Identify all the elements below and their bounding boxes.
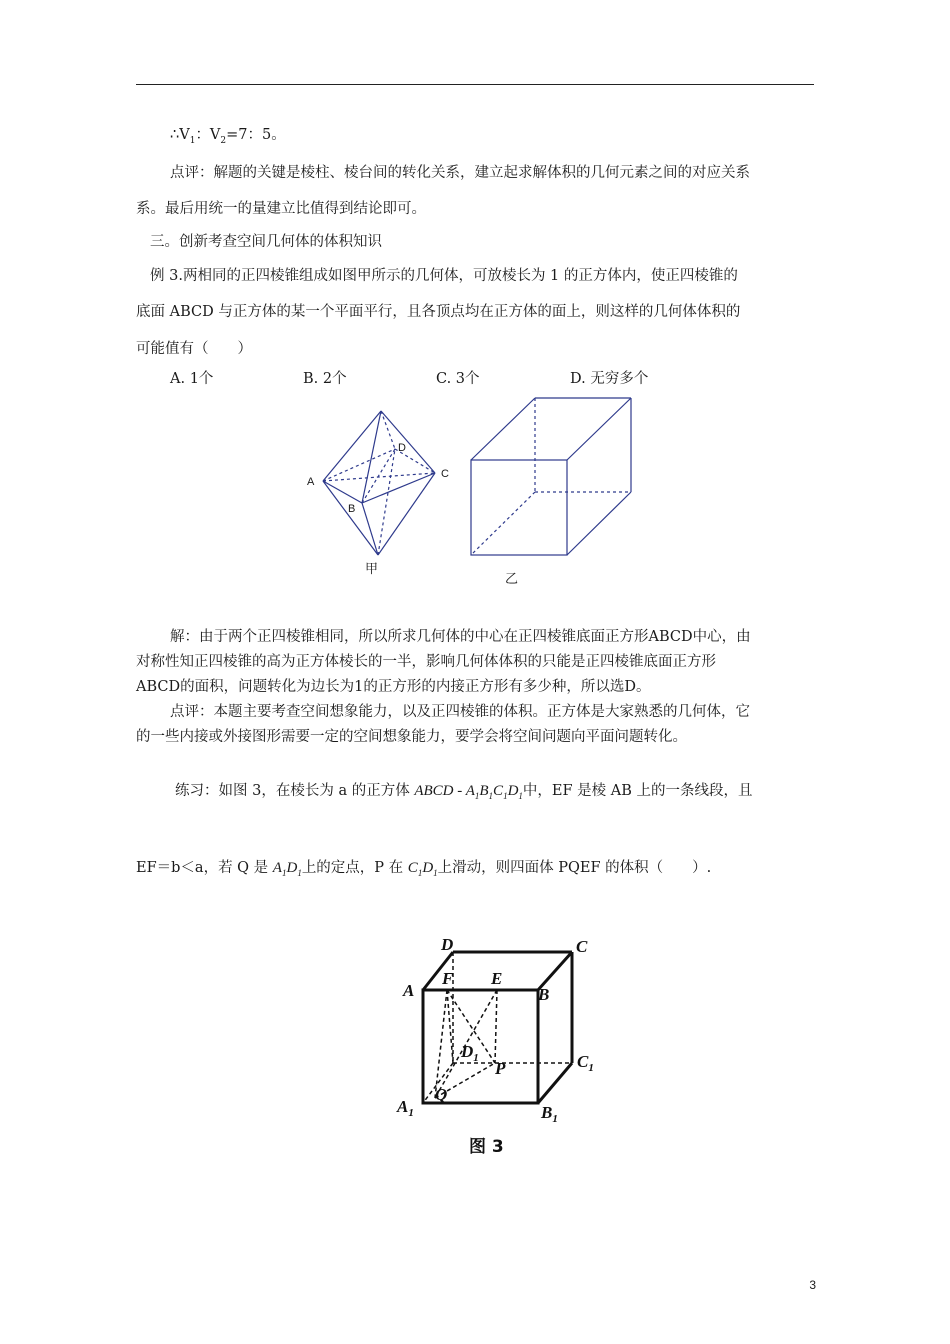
fig3-label-b: B: [538, 985, 550, 1004]
fig3-label-a1: $A_1$: [397, 1097, 414, 1119]
solution-line3: ABCD的面积，问题转化为边长为1的正方形的内接正方形有多少种，所以选D。: [136, 679, 651, 695]
segment-a1d1: $A_1D_1$: [272, 860, 302, 878]
figure-cube: [465, 392, 635, 592]
fig3-label-c1: $C_1$: [577, 1052, 594, 1074]
comment1-line1: 点评：解题的关键是棱柱、棱台间的转化关系，建立起求解体积的几何元素之间的对应关系: [170, 165, 750, 181]
fig3-label-d: D: [441, 935, 454, 954]
fig-jia-label-d: D: [398, 442, 406, 454]
cube-expression: ABCD - $A_1B_1C_1D_1$: [414, 783, 523, 801]
example3-line1: 例 3.两相同的正四棱锥组成如图甲所示的几何体，可放棱长为 1 的正方体内，使正四棱锥的: [150, 268, 738, 284]
comment2-line1: 点评：本题主要考查空间想象能力，以及正四棱锥的体积。正方体是大家熟悉的几何体，它: [170, 704, 750, 720]
fig3-label-d1: $D_1$: [461, 1042, 479, 1064]
fig3-label-c: C: [576, 937, 588, 956]
comment1-line2: 系。最后用统一的量建立比值得到结论即可。: [136, 201, 426, 217]
exercise-line1: 练习：如图 3，在棱长为 a 的正方体 ABCD - $A_1B_1C_1D_1$中，EF 是棱 AB 上的一条线段，且: [175, 783, 753, 801]
fig3-label-p: P: [495, 1059, 506, 1078]
example3-line2: 底面 ABCD 与正方体的某一个平面平行，且各顶点均在正方体的面上，则这样的几何体体积的: [136, 304, 741, 320]
fig-jia-label-c: C: [441, 468, 449, 480]
option-b: B. 2个: [303, 371, 347, 387]
header-rule: [136, 84, 814, 85]
fig3-label-q: Q: [435, 1085, 448, 1104]
section-title: 三。创新考查空间几何体的体积知识: [150, 234, 382, 250]
solution-line2: 对称性知正四棱锥的高为正方体棱长的一半，影响几何体体积的只能是正四棱锥底面正方形: [136, 654, 716, 670]
fig3-label-e: E: [491, 969, 503, 988]
figure-3-cube: [385, 930, 615, 1165]
fig3-label-f: F: [442, 969, 454, 988]
page-number: 3: [809, 1278, 816, 1292]
option-a: A. 1个: [170, 371, 214, 387]
fig-jia-label-a: A: [307, 476, 315, 488]
example3-line3: 可能值有（ ）: [136, 341, 252, 357]
ratio-line: $\therefore V_1$：$V_2=7$：5。: [170, 127, 286, 146]
fig3-label-a: A: [403, 981, 415, 1000]
fig3-caption: 图 3: [469, 1137, 504, 1157]
option-c: C. 3个: [436, 371, 480, 387]
fig-jia-caption: 甲: [365, 561, 379, 576]
fig-jia-label-b: B: [348, 503, 356, 515]
fig-yi-caption: 乙: [505, 571, 519, 586]
segment-c1d1: $C_1D_1$: [407, 860, 438, 878]
solution-line1: 解：由于两个正四棱锥相同，所以所求几何体的中心在正四棱锥底面正方形ABCD中心，由: [170, 629, 751, 645]
exercise-line2: EF＝b＜a，若 Q 是 $A_1D_1$上的定点，P 在 $C_1D_1$上滑动，则四面体 PQEF 的体积（ ）.: [136, 860, 712, 878]
option-d: D. 无穷多个: [570, 371, 649, 387]
fig3-label-b1: $B_1$: [541, 1103, 558, 1125]
comment2-line2: 的一些内接或外接图形需要一定的空间想象能力，要学会将空间问题向平面问题转化。: [136, 729, 687, 745]
figure-octahedron: [295, 405, 465, 585]
